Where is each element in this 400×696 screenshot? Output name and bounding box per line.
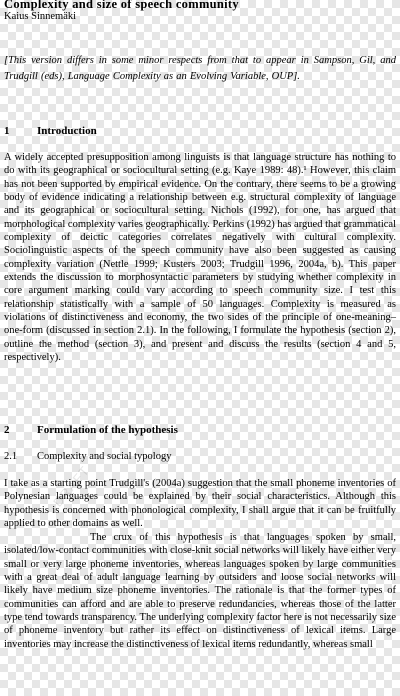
section-number: 1 bbox=[4, 125, 10, 137]
subsection-title: Complexity and social typology bbox=[37, 451, 172, 462]
author-name: Kaius Sinnemäki bbox=[4, 11, 77, 22]
section-1-heading bbox=[4, 124, 396, 138]
section-2-heading bbox=[4, 423, 396, 437]
paper-title: Complexity and size of speech community bbox=[4, 0, 239, 11]
subsection-2-1-heading bbox=[4, 450, 396, 464]
section-2-paragraph-1: I take as a starting point Trudgill's (2004a) suggestion that the small phoneme inventories of Polynesian languages could be explained by their social characteristics. Although this hypothesis is concerned with phonological complexity, I shall argue that it can be fruitfully applied to other domains as well. bbox=[4, 478, 396, 530]
watermark-stamp: DRAFT bbox=[50, 462, 93, 510]
section-number: 2 bbox=[4, 424, 10, 436]
version-note: [This version differs in some minor respects from that to appear in Sampson, Gil, and Trudgill (eds), Language Complexity as an Evolving Variable, OUP]. bbox=[4, 55, 396, 82]
section-title: Introduction bbox=[37, 125, 97, 137]
subsection-number: 2.1 bbox=[4, 451, 18, 462]
section-2-paragraph-2: The crux of this hypothesis is that languages spoken by small, isolated/low-contact communities with close-knit social networks will likely have either very small or very large phoneme inventories, whereas languages spoken by large communities with a great deal of adult language learning by outsiders and loose social networks will likely have medium size phoneme inventories. The rationale is that the former types of communities can afford and are able to preserve redundancies, whereas those of the latter type tend towards transparency. The underlying complexity factor here is not necessarily size of phoneme inventory but rather its effect on distinctiveness of lexical items. Large inventories may increase the distinctiveness of lexical items redundantly, whereas small bbox=[4, 532, 396, 650]
section-title: Formulation of the hypothesis bbox=[37, 424, 178, 436]
introduction-paragraph: A widely accepted presupposition among linguists is that language structure has nothing to do with its geographical or sociocultural setting (e.g. Kaye 1989: 48).¹ However, this claim has not been supported by empirical evidence. On the contrary, there seems to be a growing body of evidence indicating a relationship between e.g. structural complexity of language and its geographical or sociocultural setting. Nichols (1992), for one, has argued that morphological complexity varies geographically. Perkins (1992) has argued that grammatical complexity of deictic categories correlates negatively with cultural complexity. Sociolinguistic aspects of the speech community have also been suggested as causing complexity variation (Nettle 1999; Kusters 2003; Trudgill 1996, 2004a, b). This paper extends the discussion to morphosyntactic parameters by studying whether complexity in core argument marking could vary according to speech community size. I test this relationship statistically with a sample of 50 languages. Complexity is measured as violations of distinctiveness and economy, the two sides of the principle of one-meaning–one-form (discussed in section 2.1). In the following, I formulate the hypothesis (section 2), outline the method (section 3), and present and discuss the results (section 4 and 5, respectively). bbox=[4, 152, 396, 364]
